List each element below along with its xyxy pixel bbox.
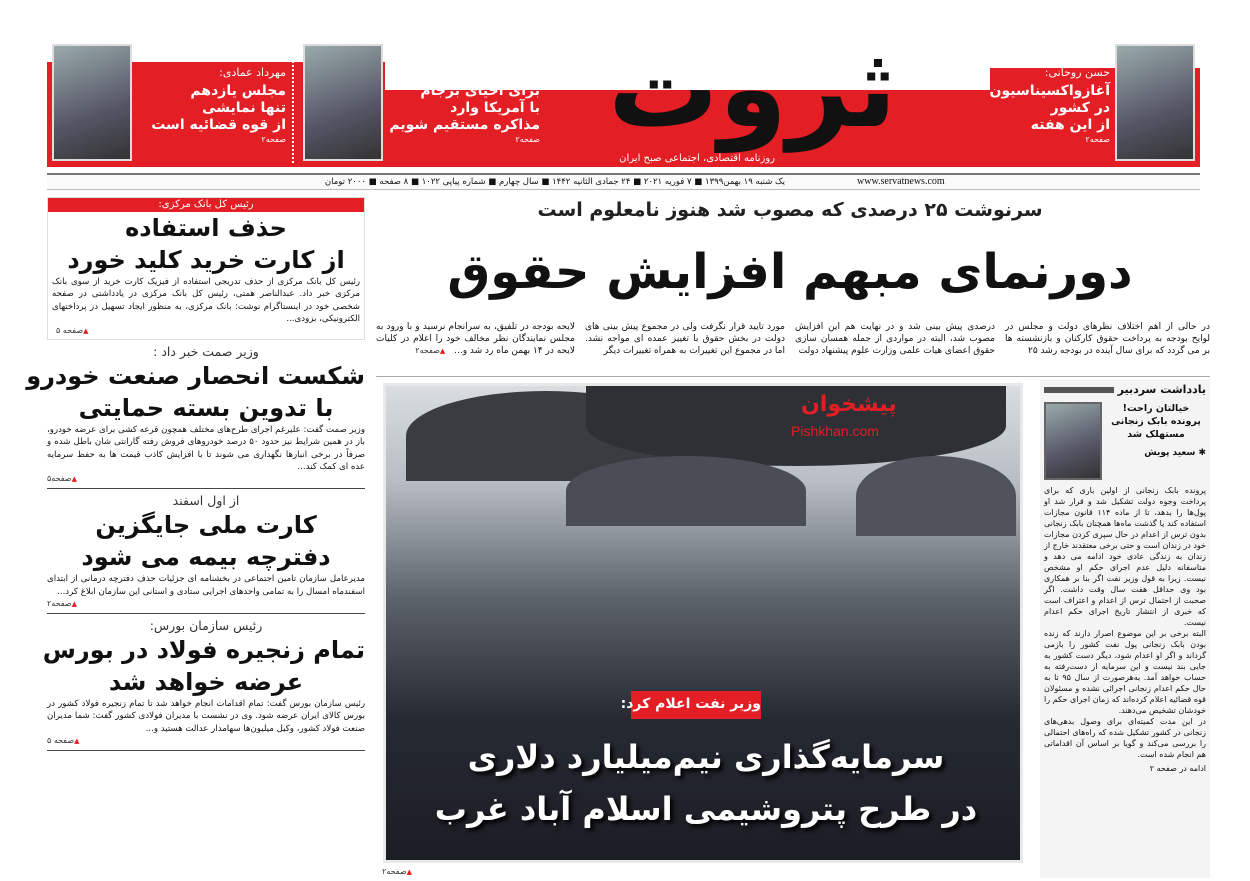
portrait-emadi — [52, 44, 132, 161]
teaser-page-ref[interactable]: صفحه۲ — [261, 135, 286, 144]
sidebar-story-2 — [26, 344, 365, 489]
photo-kicker: وزیر نفت اعلام کرد: — [631, 691, 761, 719]
story-headline-line[interactable]: تمام زنجیره فولاد در بورس — [42, 635, 365, 664]
editorial-section-header — [1044, 382, 1206, 398]
story-kicker: رئیس کل بانک مرکزی: — [48, 198, 364, 212]
lead-headline[interactable]: دورنمای مبهم افزایش حقوق — [447, 244, 1133, 300]
story-body: رئیس کل بانک مرکزی از حذف تدریجی استفاده از فیزیک کارت خرید از سوی بانک مرکزی خبر داد. عبدالناصر همتی، رئیس کل بانک مرکزی در یادداشتی در صفحه شخصی خود در اینستاگرام نوشت: بانک مرکزی، به منظور ایجاد تسهیل در پرداختهای الکترونیکی، بزودی... — [52, 277, 360, 324]
watermark-logo: پیشخوان — [801, 392, 897, 417]
editorial-title-line[interactable]: پرونده بابک زنجانی — [1111, 416, 1201, 427]
umbrella-shape — [856, 456, 1016, 536]
teaser-headline-line[interactable]: تنها نمایشی — [202, 100, 286, 116]
teaser-headline-line[interactable]: آغازواکسیناسیون — [989, 83, 1110, 99]
story-page-ref[interactable]: ▲ صفحه۵ — [47, 473, 365, 485]
portrait-sadatian — [303, 44, 383, 161]
newspaper-logo: ثروت — [608, 24, 897, 152]
sidebar-story-3 — [47, 493, 365, 614]
umbrella-shape — [566, 456, 806, 526]
lead-column: درصدی پیش بینی شد و در نهایت هم این افزایش مصوب شد، البته در مواردی از جمله همسان سازی حقوق اعضای هیات علمی وزارت علوم پیشنهاد دولت — [795, 322, 995, 356]
tagline: روزنامه اقتصادی، اجتماعی صبح ایران — [619, 153, 775, 164]
teaser-headline-line[interactable]: با آمریکا وارد — [450, 100, 540, 116]
teaser-page-ref[interactable]: صفحه۲ — [515, 135, 540, 144]
teaser-name: حسن روحانی: — [1044, 66, 1110, 79]
story-body: رئیس سازمان بورس گفت: تمام اقدامات انجام خواهد شد تا تمام زنجیره فولاد کشور در بورس کالای ایران عرضه شود. وی در نشست با مدیران فولادی کشور گفت: شما مدیران صنعت فولاد کشور، وکیل میلیون‌ها سهامدار عدالت هستید و... — [47, 698, 365, 734]
teaser-headline-line[interactable]: از قوه قضائیه است — [151, 117, 286, 133]
sidebar-column — [26, 197, 365, 751]
lead-column: مورد تایید قرار نگرفت ولی در مجموع پیش بینی های دولت در بخش حقوق با تغییر عمده ای مواجه نشد. اما در مجموع این تغییرات به همراه تغییرات دیگر — [585, 322, 785, 356]
teaser-headline-line[interactable]: در کشور — [1050, 100, 1110, 116]
bullet-icon: ✱ — [1195, 448, 1206, 458]
editorial-paragraph: البته برخی بر این موضوع اصرار دارند که زنده بودن بابک زنجانی پول نفت کشور را بازمی گرداند و اگر او اعدام شود، دیگر دست کشور به جایی بند نیست و این سرمایه از دست‌رفته به حساب خواهد آمد. به‌هرصورت از سال ۹۵ تا به حال حکم اعدام زنجانی اجرائی نشده و مسئولان قوه قضائیه اعلام کرده‌اند که زمان اجرای حکم را خودشان تشخیص می‌دهند. — [1044, 629, 1206, 715]
teaser-page-ref[interactable]: صفحه۲ — [1085, 135, 1110, 144]
teaser-headline-line[interactable]: از این هفته — [1030, 117, 1110, 133]
story-body: وزیر صمت گفت: علیرغم اجرای طرح‌های مختلف همچون قرعه کشی برای عرضه خودرو، باز در همین شرایط نیز حدود ۵۰ درصد خودروهای فروش رفته گارانتی شان باطل شده و صرفاً در برخی انبارها نگهداری می شوند تا با افزایش کاذب قیمت ها به حفظ سرمایه عده ای کمک کند... — [47, 425, 365, 473]
story-headline-line[interactable]: شکست انحصار صنعت خودرو — [26, 362, 365, 391]
story-page-ref[interactable]: ▲ صفحه ۵ — [48, 325, 364, 337]
editorial-author: ✱ سعید پویش — [1144, 448, 1206, 458]
website[interactable]: www.servatnews.com — [857, 176, 945, 187]
editorial-paragraph: پرونده بابک زنجانی از اولین باری که برای پرداخت وجوه دولت تشکیل شد و قرار شد او پول‌ها را بدهد، تا از ماده ۱۱۴ قانون مجازات استفاده کند یا گذشت ماه‌ها همچنان بابک زنجانی بدون ترس از اعدام در حال سپری کردن مجازات خود در زندان است و حتی برخی معتقدند خارج از زندان به زندگی عادی خود ادامه می دهد و متاسفانه دلیل عدم اجرای حکم او مشخص نیست. زیرا به قول وزیر نفت اگر بنا بر همکاری بود وی حداقل هفت سال وقت داشت. اگر صحبت از احتمال ترس از اعدام و اعتراف است که خبری از انتشار تاریخ اجرای حکم اعدام نیست. — [1044, 486, 1206, 627]
story-body: مدیرعامل سازمان تامین اجتماعی در بخشنامه ای جزئیات حذف دفترچه درمانی از ابتدای اسفندماه امسال را به تمامی واحدهای اجرایی ستادی و استانی این سازمان ابلاغ کرد... — [47, 574, 365, 597]
lead-column: در حالی از اهم اختلاف نظرهای دولت و مجلس در لوایح بودجه به پرداخت حقوق کارکنان و بازنشسته ها بر می گردد که برای سال آینده در بودجه رشد ۲۵ — [1005, 322, 1210, 356]
lead-column: لایحه بودجه در تلفیق، به سرانجام نرسید و با ورود به مجلس نمایندگان نظر مخالف خود را اعلام در کلیات لایحه در ۱۴ بهمن ماه رد شد و... — [376, 322, 575, 356]
photo-headline-line[interactable]: سرمایه‌گذاری نیم‌میلیارد دلاری — [467, 738, 945, 776]
photo-headline-line[interactable]: در طرح پتروشیمی اسلام آباد غرب — [434, 790, 978, 828]
story-headline-line[interactable]: از کارت خرید کلید خورد — [67, 246, 345, 274]
dateline: یک شنبه ۱۹ بهمن۱۳۹۹ ■ ۷ فوریه ۲۰۲۱ ■ ۲۴ جمادی الثانیه ۱۴۴۲ ■ سال چهارم ■ شماره پیاپی ۱۰۲۲ ■ ۸ صفحه ■ ۲۰۰۰ تومان — [324, 177, 785, 187]
editorial-continued[interactable]: ادامه در صفحه ۲ — [1149, 764, 1206, 773]
story-page-ref[interactable]: ▲ صفحه۲ — [47, 598, 365, 610]
lead-photo — [383, 383, 1023, 863]
lead-column-last — [376, 321, 575, 357]
story-page-ref[interactable]: ▲ صفحه ۵ — [47, 735, 365, 747]
editorial-column — [1040, 380, 1210, 878]
teaser-headline-line[interactable]: برای احیای برجام — [420, 83, 540, 99]
photo-page-ref[interactable]: ▲ صفحه۲ — [362, 866, 412, 878]
story-kicker: از اول اسفند — [172, 493, 240, 509]
editorial-paragraph: در این مدت کمیته‌ای برای وصول بدهی‌های زنجانی در کشور تشکیل شده که راه‌های احتمالی را بررسی می‌کند و گویا بر اساس آن اقداماتی هم انجام شده است. — [1044, 717, 1206, 759]
story-headline-line[interactable]: حذف استفاده — [125, 214, 287, 242]
divider — [376, 376, 1210, 377]
sidebar-story-4 — [42, 617, 365, 751]
dateline-bar — [47, 173, 1200, 190]
lead-kicker: سرنوشت ۲۵ درصدی که مصوب شد هنوز نامعلوم است — [537, 199, 1043, 221]
story-headline-line[interactable]: کارت ملی جایگزین — [95, 511, 317, 540]
story-headline-line[interactable]: عرضه خواهد شد — [108, 667, 304, 696]
lead-page-ref[interactable]: ▲ صفحه۲ — [415, 346, 445, 355]
sidebar-story-1 — [47, 197, 365, 340]
story-headline-line[interactable]: با تدوین بسته حمایتی — [78, 394, 334, 423]
editorial-title-line[interactable]: مستهلک شد — [1127, 429, 1185, 440]
portrait-rouhani — [1115, 44, 1195, 161]
teaser-headline-line[interactable]: مذاکره مستقیم شویم — [389, 117, 540, 133]
story-kicker: وزیر صمت خبر داد : — [153, 344, 259, 360]
portrait-author — [1044, 402, 1102, 480]
editorial-head — [1044, 402, 1206, 480]
story-kicker: رئیس سازمان بورس: — [149, 617, 263, 633]
story-headline-line[interactable]: دفترچه بیمه می شود — [81, 543, 331, 572]
teaser-name: مهرداد عمادی: — [219, 66, 286, 79]
editorial-title-line[interactable]: خیالتان راحت! — [1122, 403, 1190, 414]
section-bar — [1044, 387, 1114, 393]
teaser-headline-line[interactable]: مجلس یازدهم — [190, 83, 286, 99]
editorial-section: یادداشت سردبیر — [1117, 383, 1206, 396]
teaser-name: سیدجلال ساداتیان: — [454, 66, 540, 79]
watermark-url: Pishkhan.com — [791, 423, 879, 439]
photo-headline — [396, 731, 1016, 835]
divider — [292, 48, 296, 163]
